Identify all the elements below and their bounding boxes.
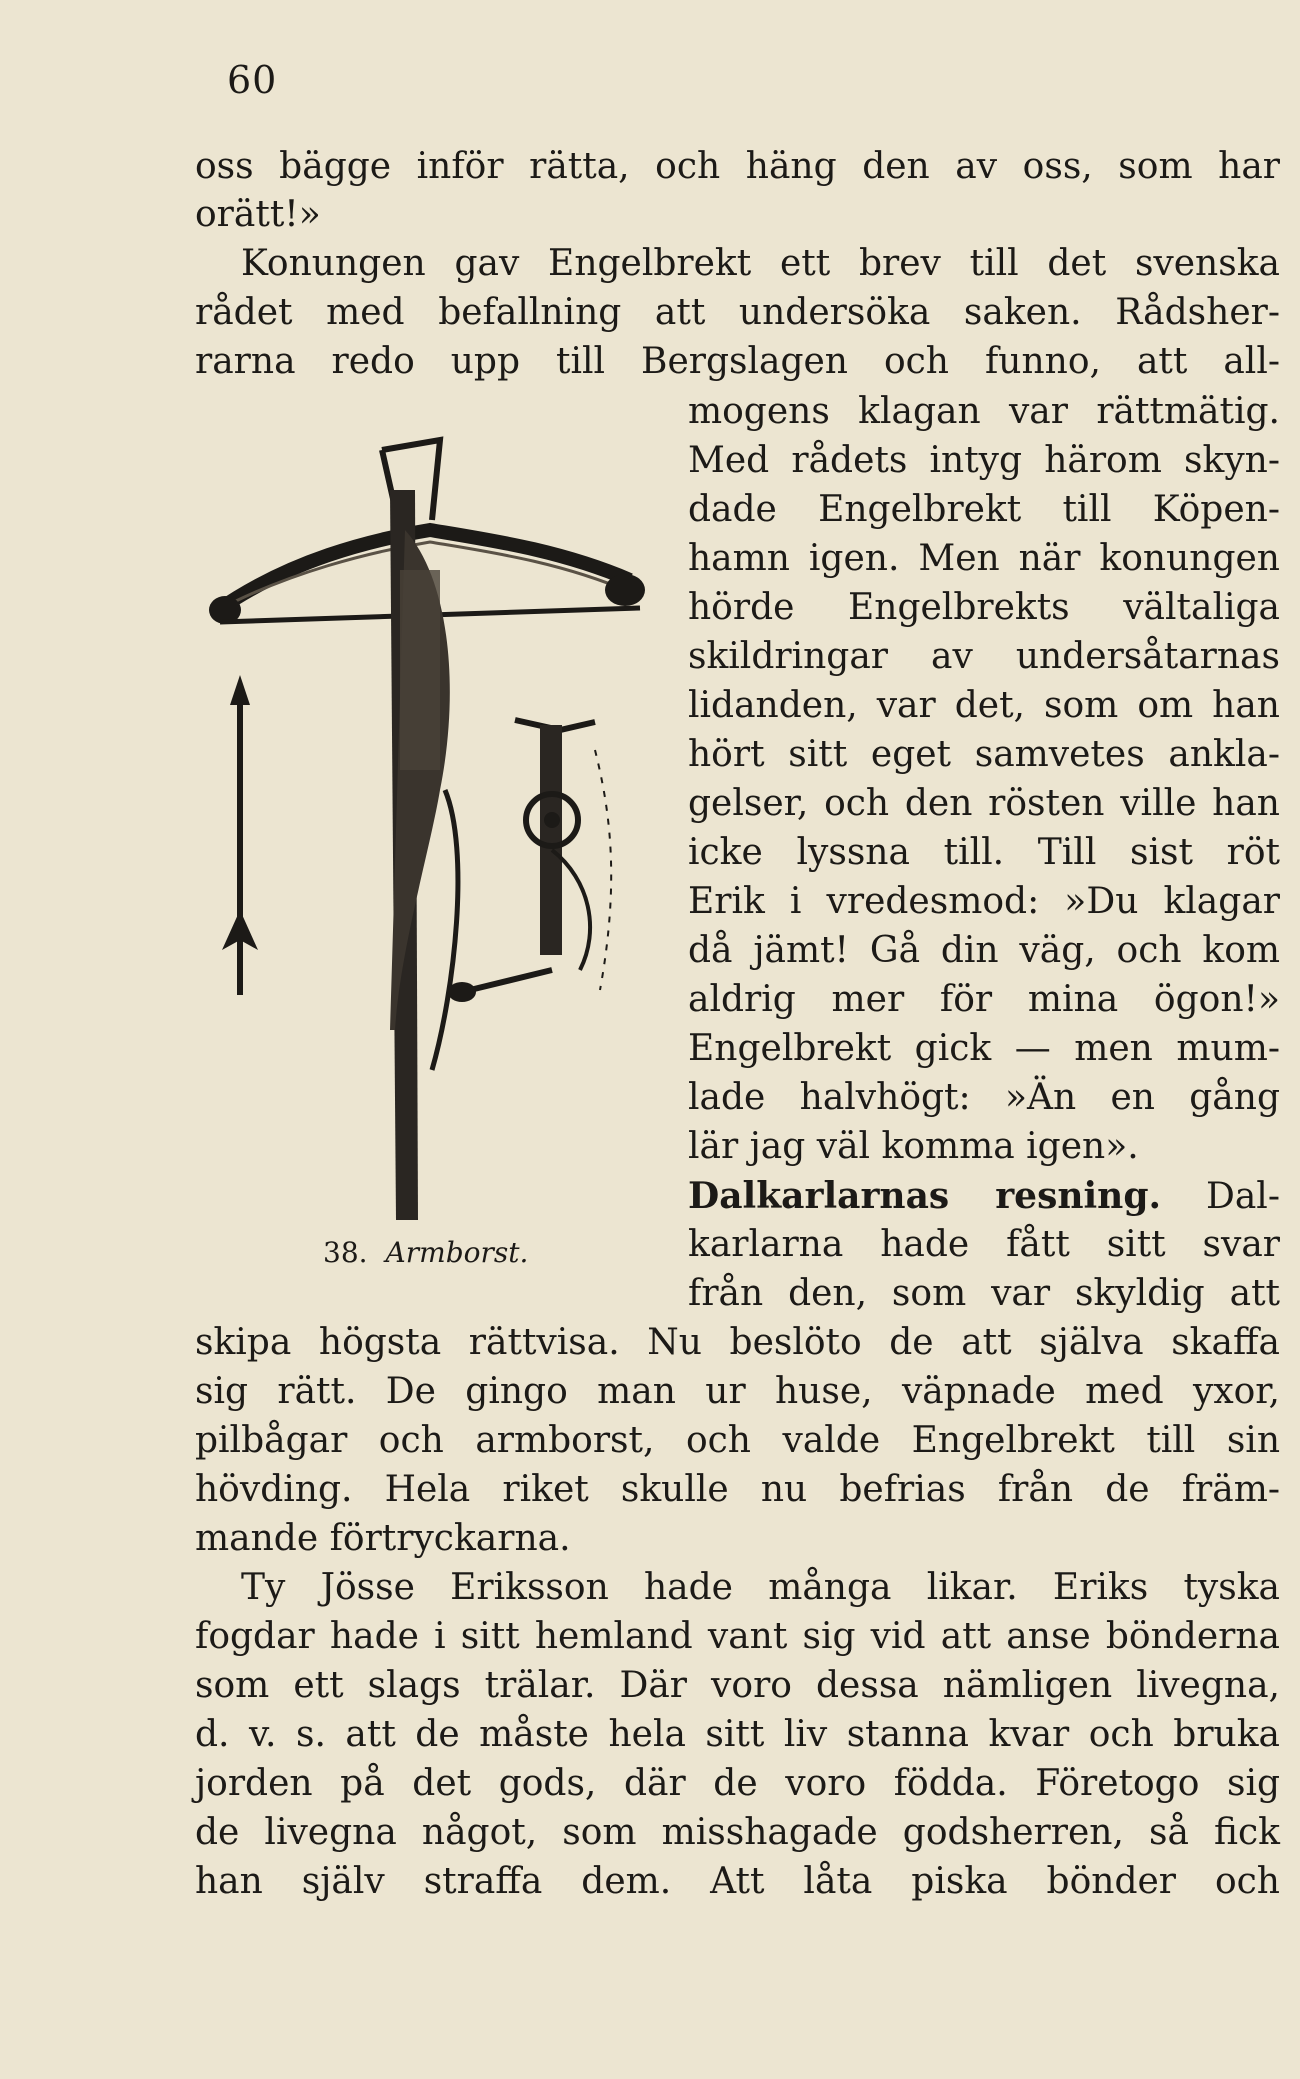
text-line: d. v. s. att de måste hela sitt liv stanna kvar och bruka <box>195 1714 1280 1755</box>
text-line: Engelbrekt gick — men mum- <box>688 1028 1280 1069</box>
figure-title: Armborst. <box>385 1236 529 1269</box>
text-line: karlarna hade fått sitt svar <box>688 1224 1280 1265</box>
text-line: skildringar av undersåtarnas <box>688 636 1280 677</box>
text-line: Konungen gav Engelbrekt ett brev till det svenska <box>241 243 1280 284</box>
text-line: från den, som var skyldig att <box>688 1273 1280 1314</box>
page-number: 60 <box>227 58 278 102</box>
section-heading-line <box>688 1174 1280 1220</box>
text-line: aldrig mer för mina ögon!» <box>688 979 1280 1020</box>
text-line: fogdar hade i sitt hemland vant sig vid att anse bönderna <box>195 1616 1280 1657</box>
text-line: de livegna något, som misshagade godsherren, så fick <box>195 1812 1280 1853</box>
text-line: gelser, och den rösten ville han <box>688 783 1280 824</box>
text-line: Ty Jösse Eriksson hade många likar. Eriks tyska <box>241 1567 1280 1608</box>
text-line: pilbågar och armborst, och valde Engelbrekt till sin <box>195 1420 1280 1461</box>
text-line: sig rätt. De gingo man ur huse, väpnade med yxor, <box>195 1371 1280 1412</box>
text-line: Erik i vredesmod: »Du klagar <box>688 881 1280 922</box>
text-line: som ett slags trälar. Där voro dessa nämligen livegna, <box>195 1665 1280 1706</box>
text-line: rarna redo upp till Bergslagen och funno, att all- <box>195 341 1280 382</box>
text-line: lidanden, var det, som om han <box>688 685 1280 726</box>
text-line: mande förtryckarna. <box>195 1518 571 1559</box>
text-line: skipa högsta rättvisa. Nu beslöto de att själva skaffa <box>195 1322 1280 1363</box>
text-line: dade Engelbrekt till Köpen- <box>688 489 1280 530</box>
figure-number: 38. <box>323 1236 368 1269</box>
text-line: orätt!» <box>195 194 321 235</box>
text-line: då jämt! Gå din väg, och kom <box>688 930 1280 971</box>
text-line: rådet med befallning att undersöka saken. Rådsher- <box>195 292 1280 333</box>
text-line: oss bägge inför rätta, och häng den av oss, som har <box>195 146 1280 187</box>
text-line: mogens klagan var rättmätig. <box>688 391 1280 432</box>
text-line: hörde Engelbrekts vältaliga <box>688 587 1280 628</box>
text-line: han själv straffa dem. Att låta piska bönder och <box>195 1861 1280 1902</box>
text-line: Med rådets intyg härom skyn- <box>688 440 1280 481</box>
crossbow-illustration <box>200 430 670 1230</box>
heading-line-rest: Dal- <box>1205 1176 1280 1217</box>
text-line: hövding. Hela riket skulle nu befrias från de främ- <box>195 1469 1280 1510</box>
section-heading: Dalkarlarnas resning. <box>688 1175 1162 1217</box>
text-line: hamn igen. Men när konungen <box>688 538 1280 579</box>
text-line: hört sitt eget samvetes ankla- <box>688 734 1280 775</box>
figure-caption <box>323 1236 528 1269</box>
text-line: jorden på det gods, där de voro födda. Företogo sig <box>195 1763 1280 1804</box>
text-line: icke lyssna till. Till sist röt <box>688 832 1280 873</box>
text-line: lade halvhögt: »Än en gång <box>688 1077 1280 1118</box>
text-line: lär jag väl komma igen». <box>688 1126 1139 1167</box>
